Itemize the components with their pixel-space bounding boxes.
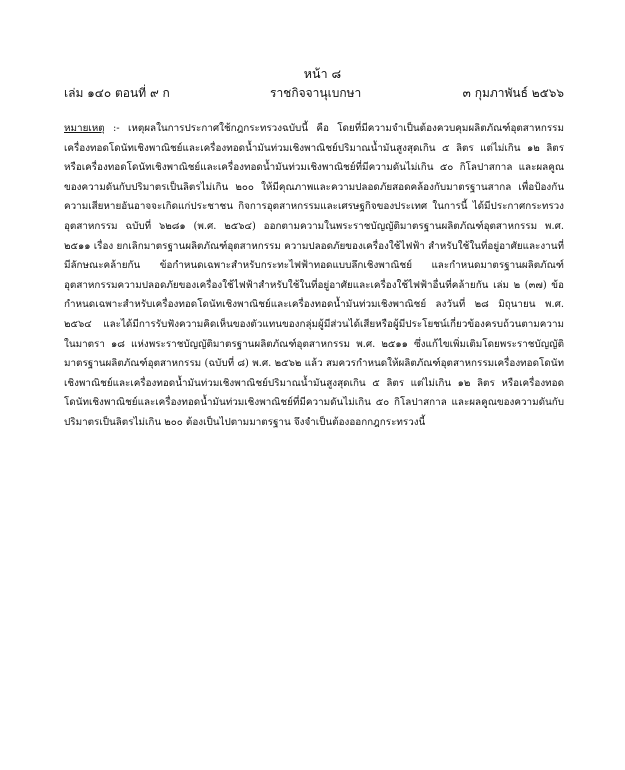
remark-paragraph: [64, 119, 564, 433]
gazette-header: [64, 84, 564, 100]
publication-date: ๓ กุมภาพันธ์ ๒๕๖๖: [462, 86, 564, 100]
remark-text: เหตุผลในการประกาศใช้กฎกระทรวงฉบับนี้ คือ โดยที่มีความจำเป็นต้องควบคุมผลิตภัณฑ์อุตสาหกรรมเครื่องทอดโดนัทเชิงพาณิชย์และเครื่องทอดน้ำมันท่วมเชิงพาณิชย์ปริมาณน้ำมันสูงสุดเกิน ๕ ลิตร แต่ไม่เกิน ๑๒ ลิตร หรือเครื่องทอดโดนัทเชิงพาณิชย์และเครื่องทอดน้ำมันท่วมเชิงพาณิชย์ที่มีความดันไม่เกิน ๕๐ กิโลปาสกาล และผลคูณของความดันกับปริมาตรเป็นลิตรไม่เกิน ๒๐๐ ให้มีคุณภาพและความปลอดภัยสอดคล้องกับมาตรฐานสากล เพื่อป้องกันความเสียหายอันอาจจะเกิดแก่ประชาชน กิจการอุตสาหกรรมและเศรษฐกิจของประเทศ ในการนี้ ได้มีประกาศกระทรวงอุตสาหกรรม ฉบับที่ ๖๒๘๑ (พ.ศ. ๒๕๖๔) ออกตามความในพระราชบัญญัติมาตรฐานผลิตภัณฑ์อุตสาหกรรม พ.ศ. ๒๕๑๑ เรื่อง ยกเลิกมาตรฐานผลิตภัณฑ์อุตสาหกรรม ความปลอดภัยของเครื่องใช้ไฟฟ้า สำหรับใช้ในที่อยู่อาศัยและงานที่มีลักษณะคล้ายกัน ข้อกำหนดเฉพาะสำหรับกระทะไฟฟ้าทอดแบบลึกเชิงพาณิชย์ และกำหนดมาตรฐานผลิตภัณฑ์อุตสาหกรรมความปลอดภัยของเครื่องใช้ไฟฟ้าสำหรับใช้ในที่อยู่อาศัยและเครื่องใช้ไฟฟ้าอื่นที่คล้ายกัน เล่ม ๒ (๓๗) ข้อกำหนดเฉพาะสำหรับเครื่องทอดโดนัทเชิงพาณิชย์และเครื่องทอดน้ำมันท่วมเชิงพาณิชย์ ลงวันที่ ๒๘ มิถุนายน พ.ศ. ๒๕๖๔ และได้มีการรับฟังความคิดเห็นของตัวแทนของกลุ่มผู้มีส่วนได้เสียหรือผู้มีประโยชน์เกี่ยวข้องครบถ้วนตามความในมาตรา ๑๘ แห่งพระราชบัญญัติมาตรฐานผลิตภัณฑ์อุตสาหกรรม พ.ศ. ๒๕๑๑ ซึ่งแก้ไขเพิ่มเติมโดยพระราชบัญญัติมาตรฐานผลิตภัณฑ์อุตสาหกรรม (ฉบับที่ ๘) พ.ศ. ๒๕๖๒ แล้ว สมควรกำหนดให้ผลิตภัณฑ์อุตสาหกรรมเครื่องทอดโดนัทเชิงพาณิชย์และเครื่องทอดน้ำมันท่วมเชิงพาณิชย์ปริมาณน้ำมันสูงสุดเกิน ๕ ลิตร แต่ไม่เกิน ๑๒ ลิตร หรือเครื่องทอดโดนัทเชิงพาณิชย์และเครื่องทอดน้ำมันท่วมเชิงพาณิชย์ที่มีความดันไม่เกิน ๕๐ กิโลปาสกาล และผลคูณของความดันกับปริมาตรเป็นลิตรไม่เกิน ๒๐๐ ต้องเป็นไปตามมาตรฐาน จึงจำเป็นต้องออกกฎกระทรวงนี้: [64, 123, 564, 428]
remark-label: หมายเหตุ: [64, 123, 105, 134]
gazette-title: ราชกิจจานุเบกษา: [270, 86, 362, 100]
page-number: หน้า ๘: [303, 66, 342, 81]
volume-issue: เล่ม ๑๔๐ ตอนที่ ๙ ก: [64, 86, 170, 100]
remark-separator: :-: [104, 123, 128, 134]
